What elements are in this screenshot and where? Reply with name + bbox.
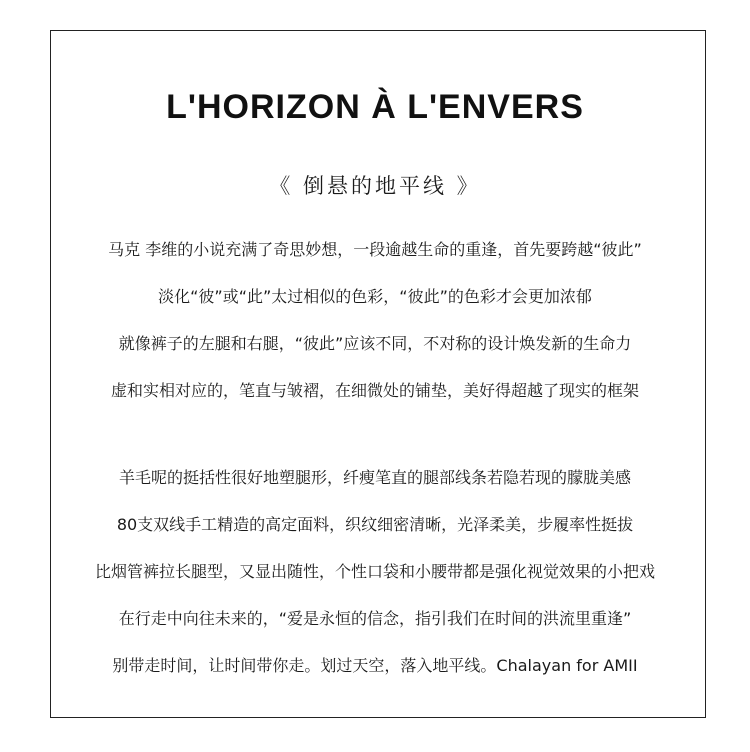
text-line: 淡化“彼”或“此”太过相似的色彩，“彼此”的色彩才会更加浓郁 [158, 287, 592, 306]
text-line: 羊毛呢的挺括性很好地塑腿形，纤瘦笔直的腿部线条若隐若现的朦胧美感 [118, 468, 631, 487]
text-line: 在行走中向往未来的，“爱是永恒的信念，指引我们在时间的洪流里重逢” [118, 609, 632, 628]
page-title: L'HORIZON À L'ENVERS [166, 88, 584, 126]
text-line: 别带走时间，让时间带你走。划过天空，落入地平线。Chalayan for AMII [112, 656, 638, 675]
chinese-subtitle: 《 倒悬的地平线 》 [269, 174, 481, 198]
text-line: 比烟管裤拉长腿型，又显出随性，个性口袋和小腰带都是强化视觉效果的小把戏 [94, 562, 655, 581]
paragraph-2 [0, 464, 750, 699]
text-line: 马克 李维的小说充满了奇思妙想，一段逾越生命的重逢，首先要跨越“彼此” [108, 240, 642, 259]
text-line: 80支双线手工精造的高定面料，织纹细密清晰，光泽柔美，步履率性挺拔 [116, 515, 634, 534]
text-line: 虚和实相对应的，笔直与皱褶，在细微处的铺垫，美好得超越了现实的框架 [110, 381, 639, 400]
text-line: 就像裤子的左腿和右腿，“彼此”应该不同，不对称的设计焕发新的生命力 [118, 334, 632, 353]
paragraph-1 [0, 236, 750, 424]
